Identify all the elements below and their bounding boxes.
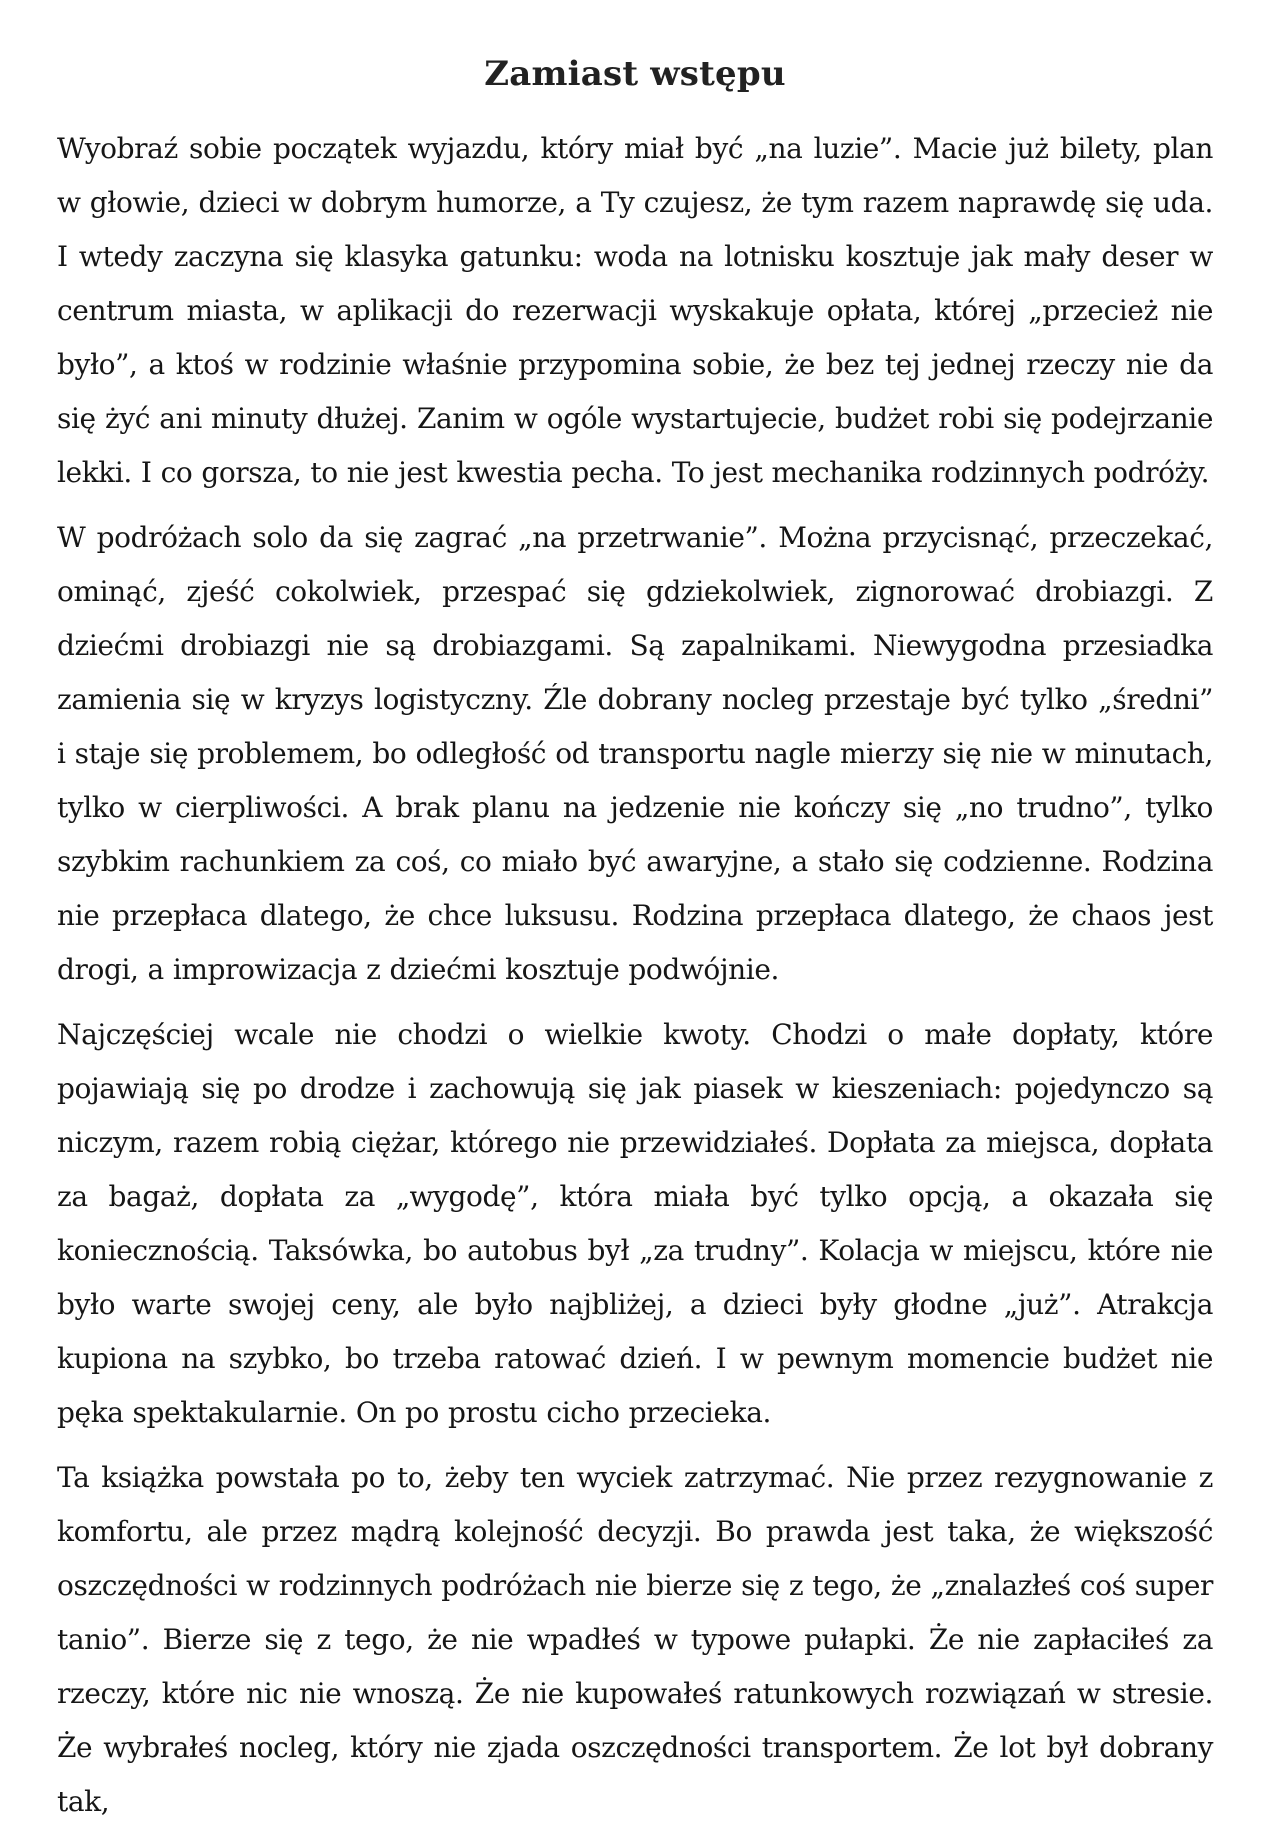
paragraph-book-purpose: Ta książka powstała po to, żeby ten wyciek zatrzymać. Nie przez rezygnowanie z komfortu, ale przez mądrą kolejność decyzji. Bo prawda jest taka, że większość oszczędności w rodzinnych podróżach nie bierze się z tego, że „znalazłeś coś super tanio”. Bierze się z tego, że nie wpadłeś w typowe pułapki. Że nie zapłaciłeś za rzeczy, które nic nie wnoszą. Że nie kupowałeś ratunkowych rozwiązań w stresie. Że wybrałeś nocleg, który nie zjada oszczędności transportem. Że lot był dobrany tak, <box>57 1461 1213 1818</box>
paragraph-solo-vs-family: W podróżach solo da się zagrać „na przetrwanie”. Można przycisnąć, przeczekać, ominąć, zjeść cokolwiek, przespać się gdziekolwiek, zignorować drobiazgi. Z dziećmi drobiazgi nie są drobiazgami. Są zapalnikami. Niewygodna przesiadka zamienia się w kryzys logistyczny. Źle dobrany nocleg przestaje być tylko „średni” i staje się problemem, bo odległość od transportu nagle mierzy się nie w minutach, tylko w cierpliwości. A brak planu na jedzenie nie kończy się „no trudno”, tylko szybkim rachunkiem za coś, co miało być awaryjne, a stało się codzienne. Rodzina nie przepłaca dlatego, że chce luksusu. Rodzina przepłaca dlatego, że chaos jest drogi, a improwizacja z dziećmi kosztuje podwójnie. <box>57 521 1213 986</box>
paragraph-intro-trip: Wyobraź sobie początek wyjazdu, który miał być „na luzie”. Macie już bilety, plan w głowie, dzieci w dobrym humorze, a Ty czujesz, że tym razem naprawdę się uda. I wtedy zaczyna się klasyka gatunku: woda na lotnisku kosztuje jak mały deser w centrum miasta, w aplikacji do rezerwacji wyskakuje opłata, której „przecież nie było”, a ktoś w rodzinie właśnie przypomina sobie, że bez tej jednej rzeczy nie da się żyć ani minuty dłużej. Zanim w ogóle wystartujecie, budżet robi się podejrzanie lekki. I co gorsza, to nie jest kwestia pecha. To jest mechanika rodzinnych podróży. <box>57 132 1213 489</box>
chapter-title: Zamiast wstępu <box>484 54 786 94</box>
paragraph-small-fees: Najczęściej wcale nie chodzi o wielkie kwoty. Chodzi o małe dopłaty, które pojawiają się po drodze i zachowują się jak piasek w kieszeniach: pojedynczo są niczym, razem robią ciężar, którego nie przewidziałeś. Dopłata za miejsca, dopłata za bagaż, dopłata za „wygodę”, która miała być tylko opcją, a okazała się koniecznością. Taksówka, bo autobus był „za trudny”. Kolacja w miejscu, które nie było warte swojej ceny, ale było najbliżej, a dzieci były głodne „już”. Atrakcja kupiona na szybko, bo trzeba ratować dzień. I w pewnym momencie budżet nie pęka spektakularnie. On po prostu cicho przecieka. <box>57 1018 1213 1429</box>
